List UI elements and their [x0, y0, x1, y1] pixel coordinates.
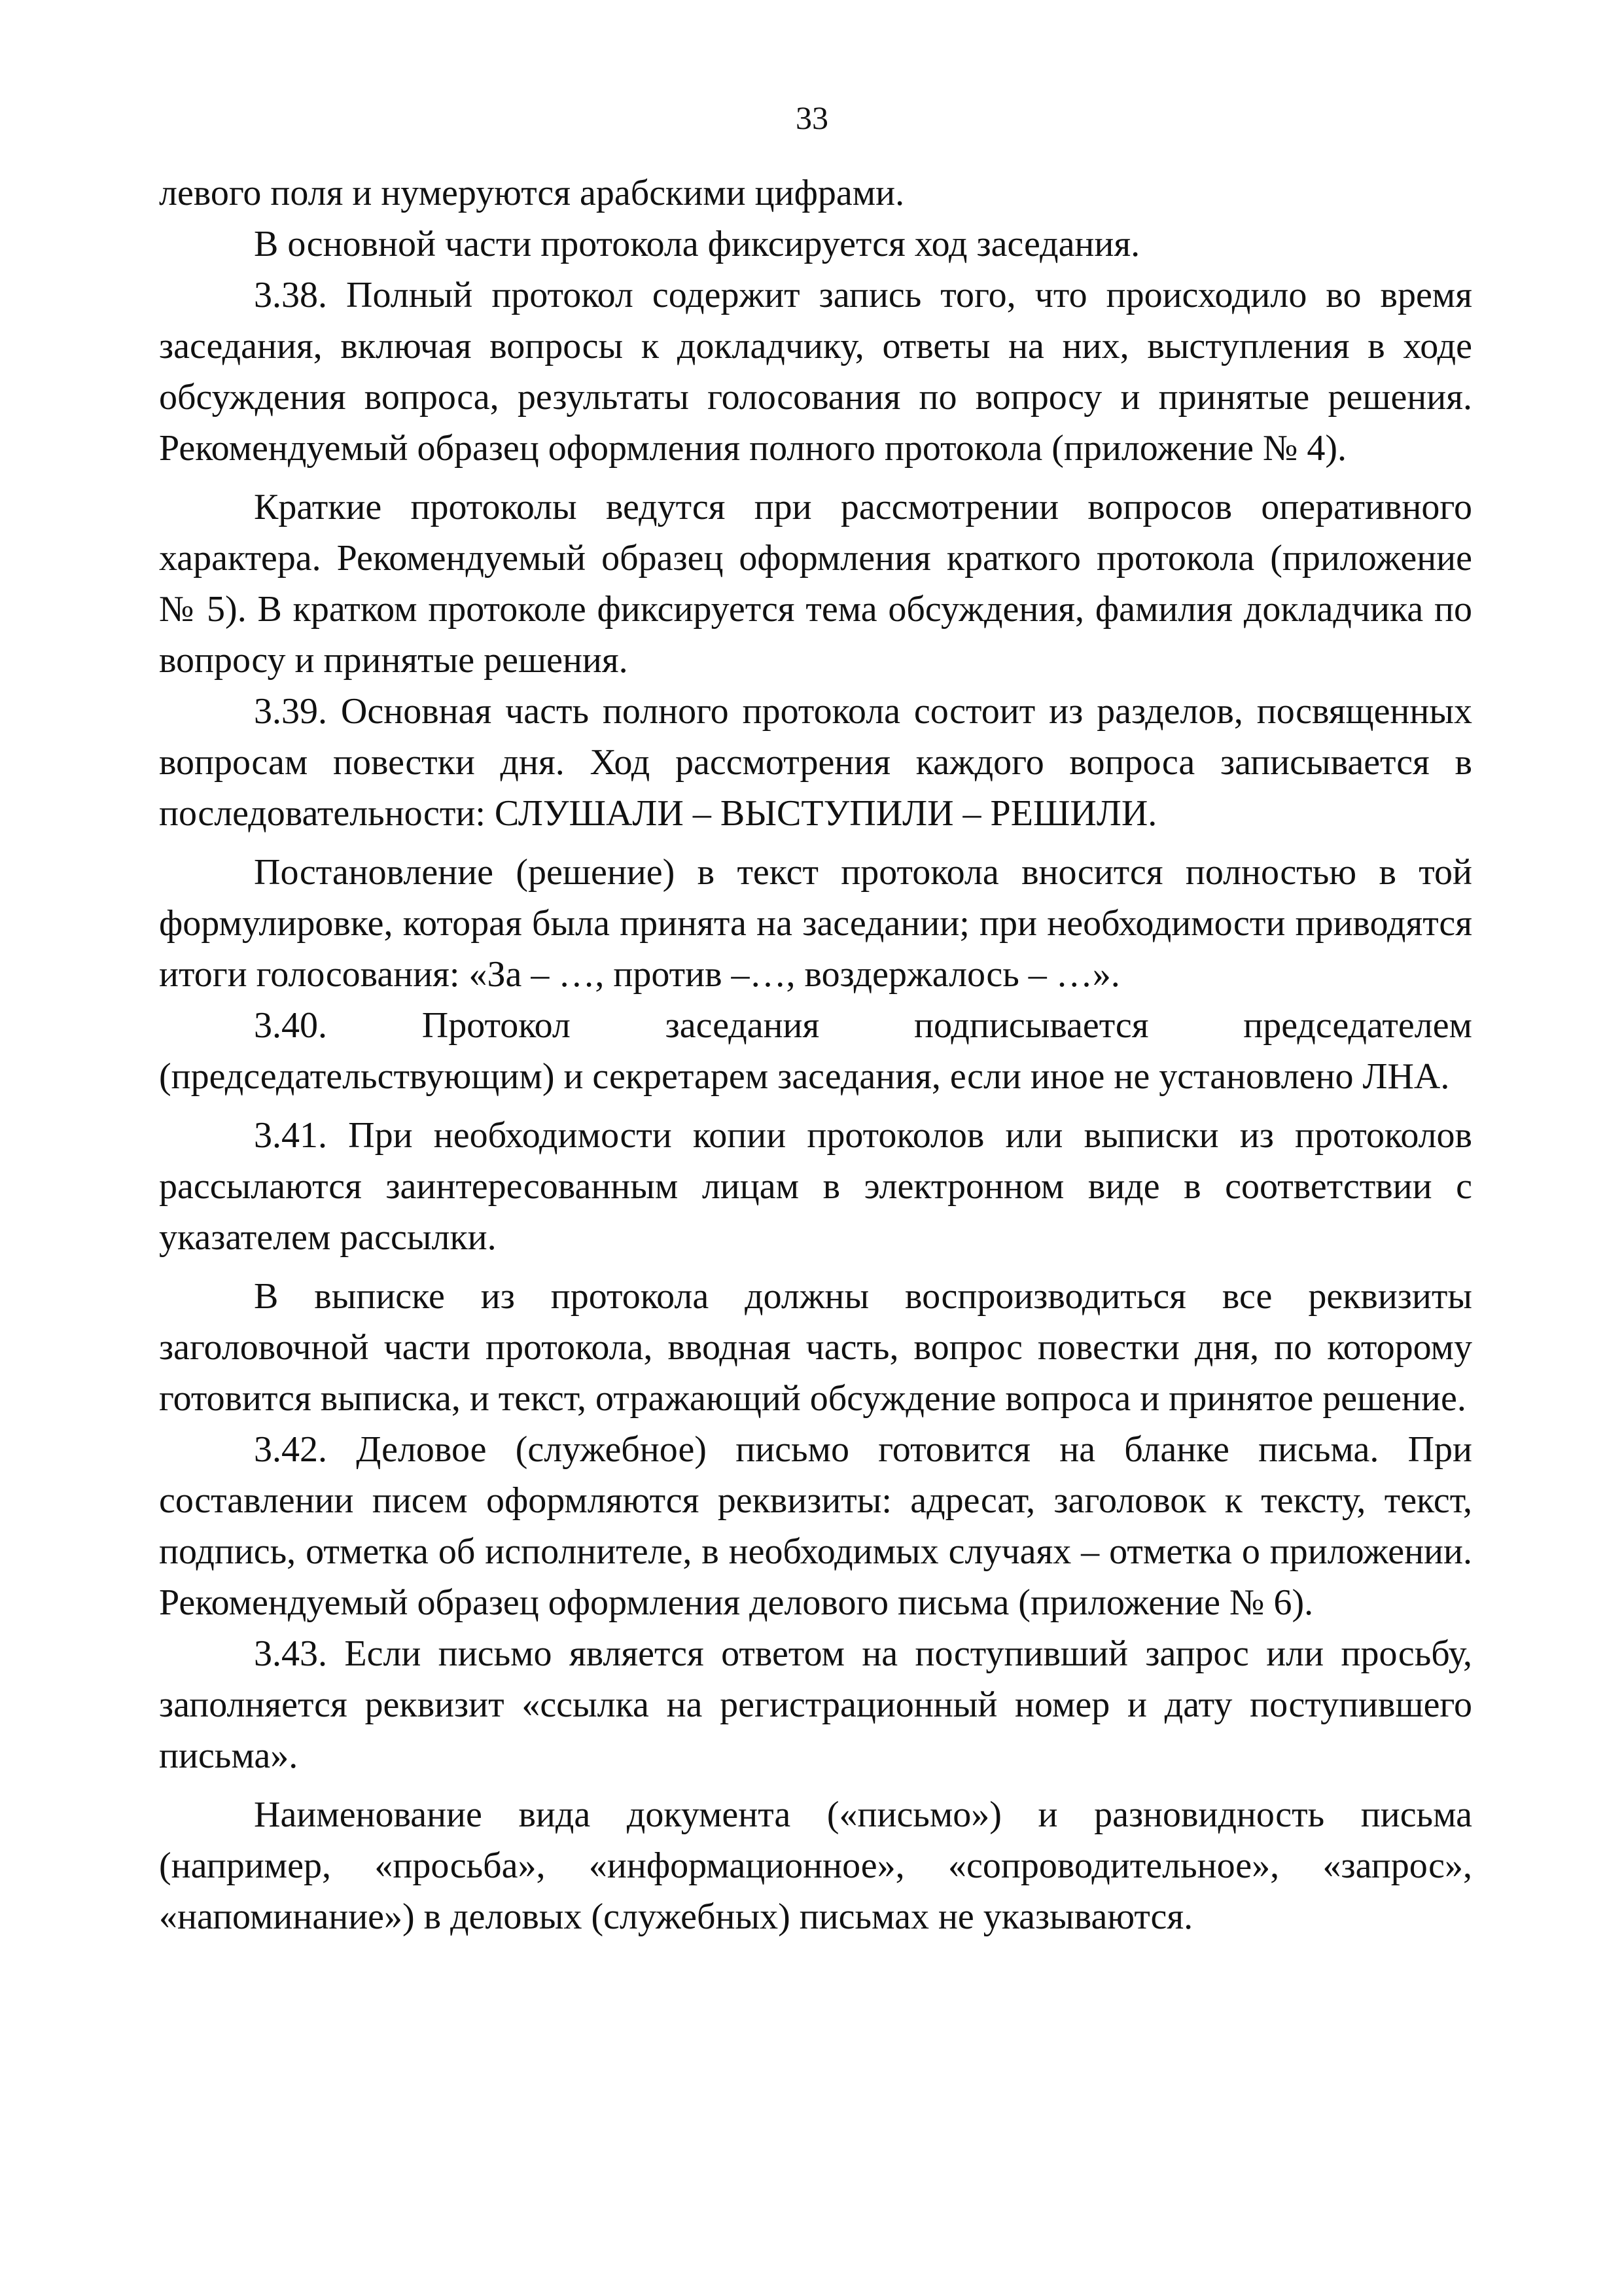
- page-number: 33: [796, 99, 828, 136]
- paragraph-3-42: 3.42. Деловое (служебное) письмо готовится на бланке письма. При составлении писем оформляются реквизиты: адресат, заголовок к тексту, текст, подпись, отметка об исполнителе, в необходимых случаях – отметка о приложении. Рекомендуемый образец оформления делового письма (приложение № 6).: [159, 1429, 1472, 1623]
- document-body: [159, 168, 1472, 1942]
- paragraph-short-protocols: Краткие протоколы ведутся при рассмотрении вопросов оперативного характера. Рекомендуемый образец оформления краткого протокола (приложение № 5). В кратком протоколе фиксируется тема обсуждения, фамилия докладчика по вопросу и принятые решения.: [159, 487, 1472, 681]
- paragraph-document-type: Наименование вида документа («письмо») и разновидность письма (например, «просьба», «информационное», «сопроводительное», «запрос», «напоминание») в деловых (служебных) письмах не указываются.: [159, 1794, 1472, 1937]
- paragraph-3-38: 3.38. Полный протокол содержит запись того, что происходило во время заседания, включая вопросы к докладчику, ответы на них, выступления в ходе обсуждения вопроса, результаты голосования по вопросу и принятые решения. Рекомендуемый образец оформления полного протокола (приложение № 4).: [159, 275, 1472, 469]
- paragraph-continuation: левого поля и нумеруются арабскими цифрами.: [159, 173, 905, 213]
- paragraph-3-43: 3.43. Если письмо является ответом на поступивший запрос или просьбу, заполняется реквизит «ссылка на регистрационный номер и дату поступившего письма».: [159, 1633, 1472, 1776]
- paragraph-3-39: 3.39. Основная часть полного протокола состоит из разделов, посвященных вопросам повестки дня. Ход рассмотрения каждого вопроса записывается в последовательности: СЛУШАЛИ – ВЫСТУПИЛИ – РЕШИЛИ.: [159, 691, 1472, 834]
- paragraph-3-40: 3.40. Протокол заседания подписывается председателем (председательствующим) и секретарем заседания, если иное не установлено ЛНА.: [159, 1005, 1472, 1097]
- paragraph-main-part: В основной части протокола фиксируется ход заседания.: [254, 224, 1140, 264]
- paragraph-3-41: 3.41. При необходимости копии протоколов или выписки из протоколов рассылаются заинтересованным лицам в электронном виде в соответствии с указателем рассылки.: [159, 1115, 1472, 1258]
- paragraph-resolution: Постановление (решение) в текст протокола вносится полностью в той формулировке, которая была принята на заседании; при необходимости приводятся итоги голосования: «За – …, против –…, воздержалось – …».: [159, 852, 1472, 995]
- paragraph-extract: В выписке из протокола должны воспроизводиться все реквизиты заголовочной части протокола, вводная часть, вопрос повестки дня, по которому готовится выписка, и текст, отражающий обсуждение вопроса и принятое решение.: [159, 1276, 1472, 1419]
